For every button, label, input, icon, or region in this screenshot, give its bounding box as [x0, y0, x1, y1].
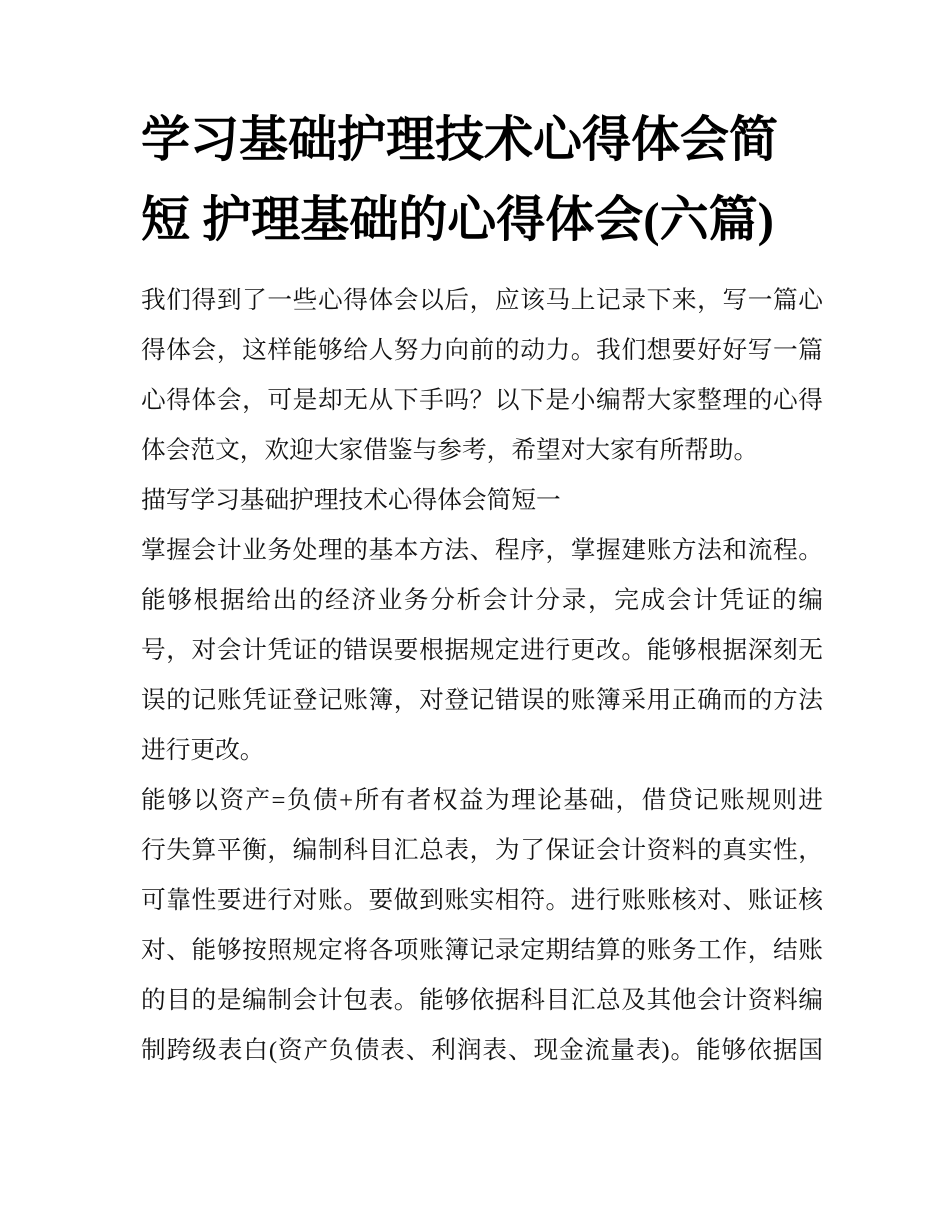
text-line: 心得体会，可是却无从下手吗？以下是小编帮大家整理的心得 — [141, 387, 823, 414]
paragraph — [141, 776, 823, 1076]
text-line: 描写学习基础护理技术心得体会简短一 — [141, 487, 561, 514]
text-line: 可靠性要进行对账。要做到账实相符。进行账账核对、账证核 — [141, 887, 823, 914]
paragraph — [141, 476, 823, 526]
document-title: 学习基础护理技术心得体会简短 护理基础的心得体会(六篇) — [141, 112, 779, 247]
paragraph — [141, 526, 823, 776]
text-line: 行失算平衡，编制科目汇总表，为了保证会计资料的真实性， — [141, 837, 823, 864]
text-line: 能够以资产=负债+所有者权益为理论基础，借贷记账规则进 — [141, 787, 823, 814]
text-line: 号，对会计凭证的错误要根据规定进行更改。能够根据深刻无 — [141, 637, 823, 664]
text-line: 的目的是编制会计包表。能够依据科目汇总及其他会计资料编 — [141, 987, 823, 1014]
text-line: 能够根据给出的经济业务分析会计分录，完成会计凭证的编 — [141, 587, 823, 614]
text-line: 得体会，这样能够给人努力向前的动力。我们想要好好写一篇 — [141, 337, 823, 364]
text-line: 掌握会计业务处理的基本方法、程序，掌握建账方法和流程。 — [141, 537, 823, 564]
document-body — [141, 276, 823, 1076]
text-line: 进行更改。 — [141, 737, 265, 764]
text-line: 体会范文，欢迎大家借鉴与参考，希望对大家有所帮助。 — [141, 437, 759, 464]
text-line: 误的记账凭证登记账簿，对登记错误的账簿采用正确而的方法 — [141, 687, 823, 714]
text-line: 制跨级表白(资产负债表、利润表、现金流量表)。能够依据国 — [141, 1037, 823, 1064]
text-line: 对、能够按照规定将各项账簿记录定期结算的账务工作，结账 — [141, 937, 823, 964]
paragraph — [141, 276, 823, 476]
text-line: 我们得到了一些心得体会以后，应该马上记录下来，写一篇心 — [141, 287, 823, 314]
